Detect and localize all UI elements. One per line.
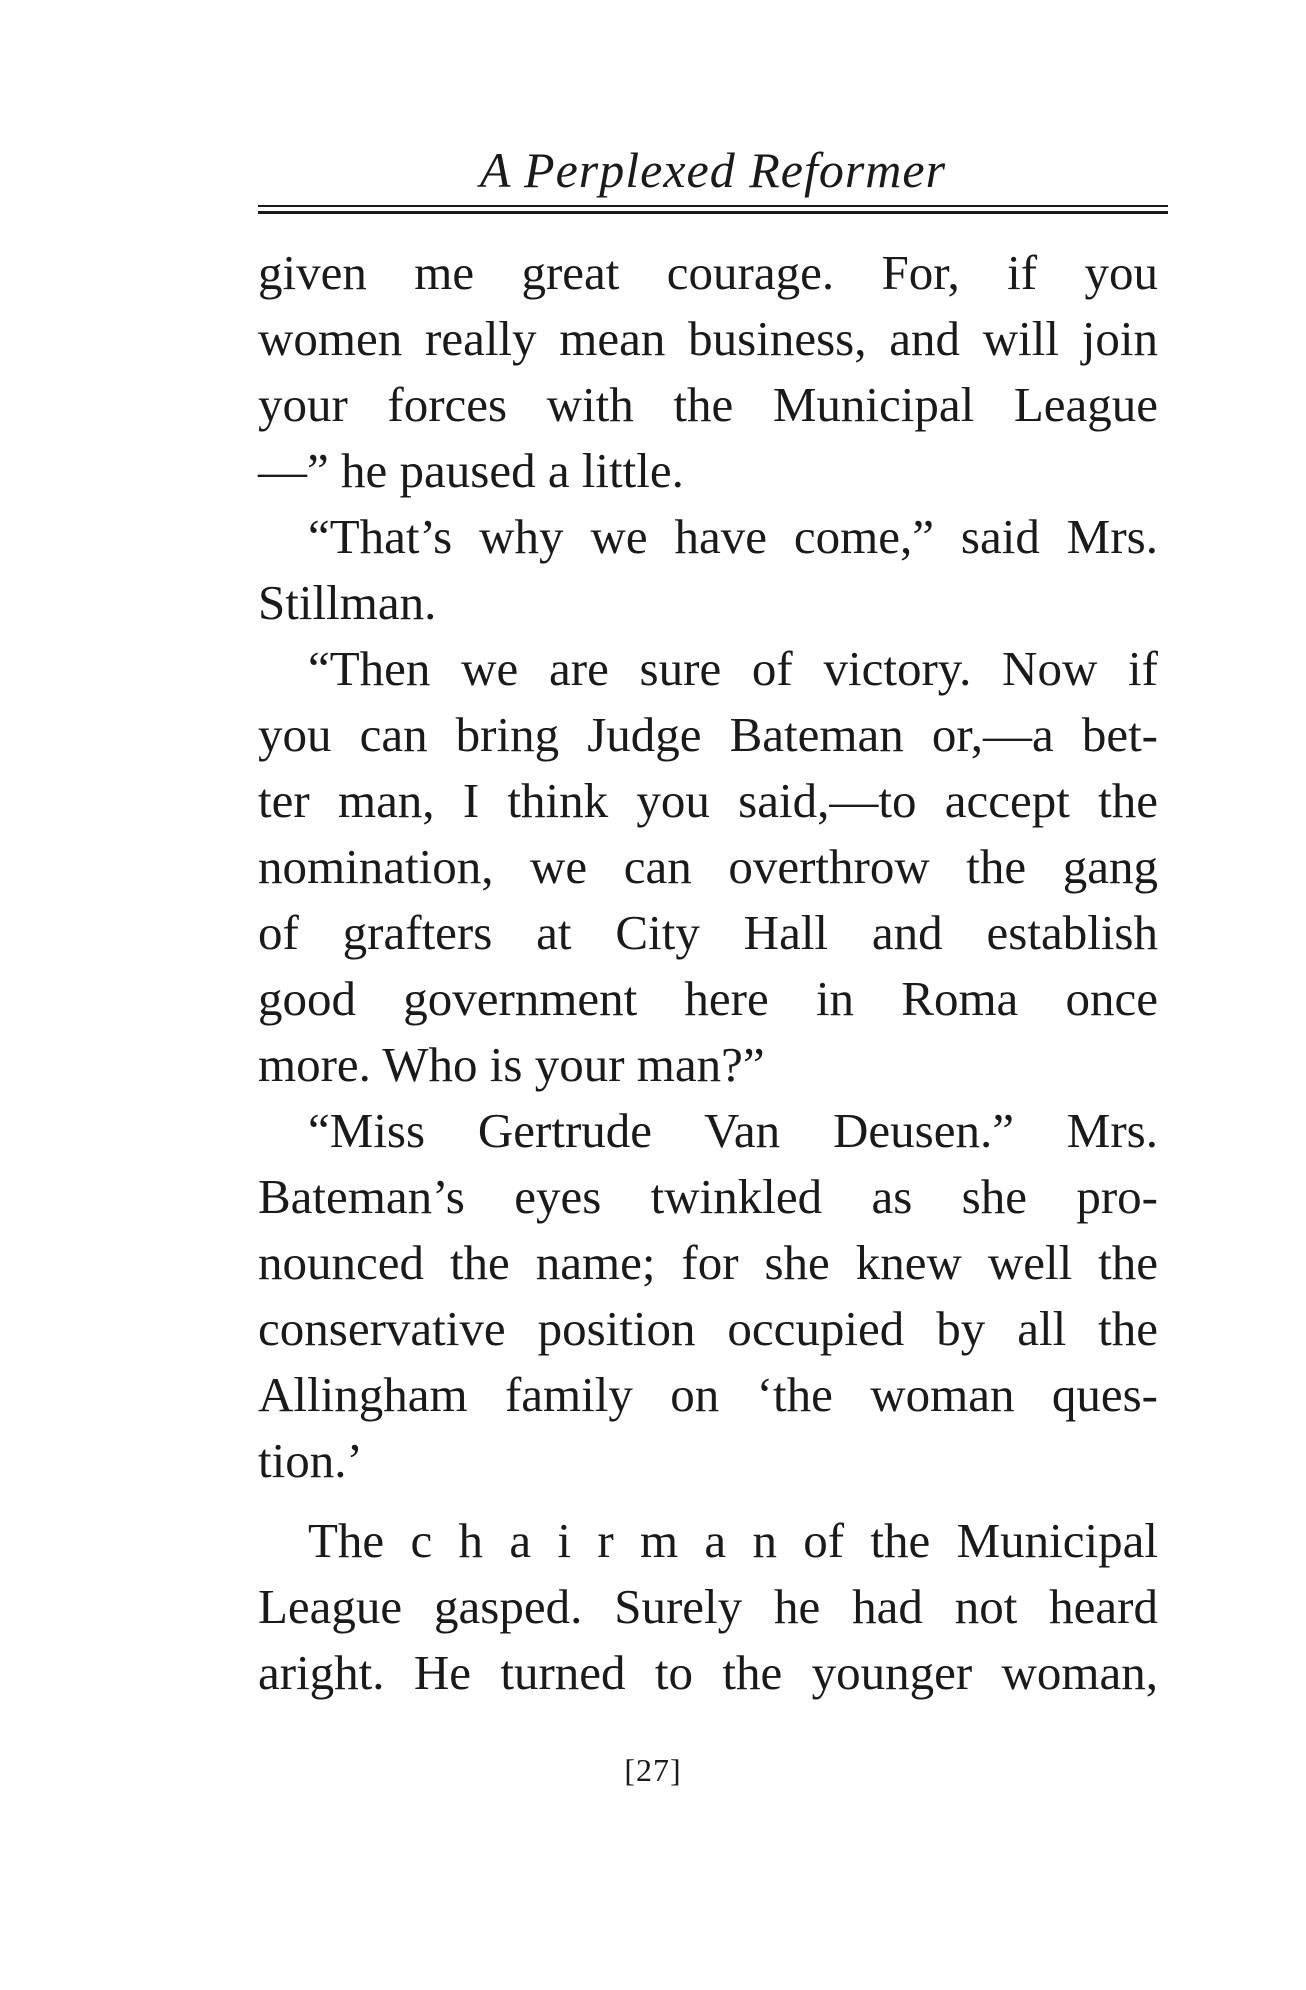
header-rule-thick	[258, 211, 1168, 214]
header-rule-thin	[258, 205, 1168, 207]
text-line: your forces with the Municipal League	[258, 377, 1158, 432]
text-line: —” he paused a little.	[258, 443, 684, 498]
text-line: conservative position occupied by all the	[258, 1301, 1158, 1356]
text-line: given me great courage. For, if you	[258, 245, 1158, 300]
text-line: nomination, we can overthrow the gang	[258, 839, 1158, 894]
text-line: ter man, I think you said,—to accept the	[258, 773, 1158, 828]
text-line: tion.’	[258, 1433, 363, 1488]
text-line: good government here in Roma once	[258, 971, 1158, 1026]
running-head: A Perplexed Reformer	[479, 142, 947, 198]
text-line: more. Who is your man?”	[258, 1037, 765, 1092]
text-line: you can bring Judge Bateman or,—a bet-	[258, 707, 1158, 762]
text-line: League gasped. Surely he had not heard	[258, 1579, 1158, 1634]
text-line: nounced the name; for she knew well the	[258, 1235, 1158, 1290]
text-line: “That’s why we have come,” said Mrs.	[308, 509, 1158, 564]
page-number: [27]	[624, 1752, 682, 1788]
text-line: Stillman.	[258, 575, 437, 630]
text-line: women really mean business, and will join	[258, 311, 1158, 366]
text-line: Bateman’s eyes twinkled as she pro-	[258, 1169, 1158, 1224]
text-line: “Then we are sure of victory. Now if	[308, 641, 1158, 696]
text-line: “Miss Gertrude Van Deusen.” Mrs.	[308, 1103, 1158, 1158]
text-line: aright. He turned to the younger woman,	[258, 1645, 1158, 1700]
text-line: Allingham family on ‘the woman ques-	[258, 1367, 1158, 1422]
text-line: of grafters at City Hall and establish	[258, 905, 1158, 960]
text-line: The c h a i r m a n of the Municipal	[308, 1513, 1158, 1568]
header-rule	[258, 205, 1168, 215]
